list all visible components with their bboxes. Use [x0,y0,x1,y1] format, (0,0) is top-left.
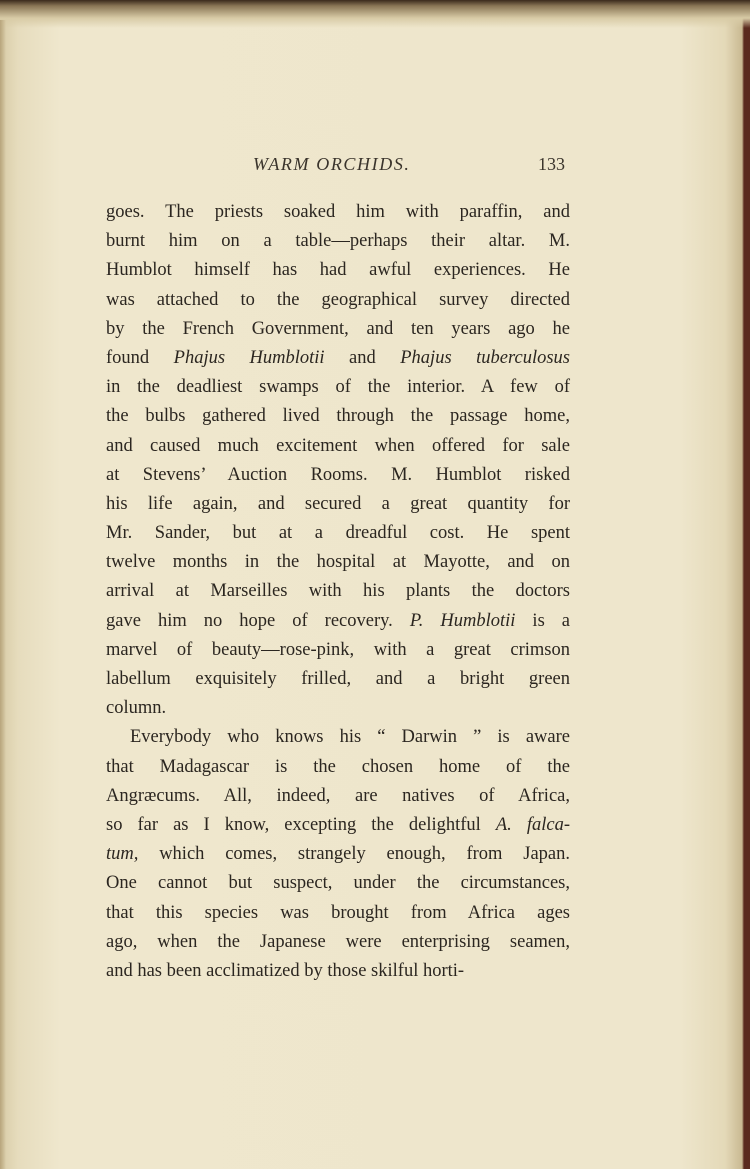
text-line [106,227,570,256]
page-number: 133 [538,154,565,174]
text-run: that Madagascar is the chosen home of the [106,756,570,777]
text-line [106,315,570,344]
text-run: and caused much excitement when offered for sale [106,435,570,456]
text-line [106,811,570,840]
text-run: Mr. Sander, but at a dreadful cost. He spent [106,523,570,544]
text-run: in the deadliest swamps of the interior. A few of [106,377,570,398]
text-run: is a [515,610,570,631]
text-line [106,256,570,285]
paragraph [106,723,570,986]
text-line [106,636,570,665]
text-run: labellum exquisitely frilled, and a bright green [106,669,570,689]
paragraph [106,198,570,723]
text-run: ago, when the Japanese were enterprising seamen, [106,931,570,952]
running-head: WARM ORCHIDS. [253,154,411,174]
text-run: which comes, strangely enough, from Japan. [138,844,570,865]
text-line [106,957,570,986]
text-run: so far as I know, excepting the delightful [106,814,496,835]
text-run: gave him no hope of recovery. [106,610,410,631]
text-line [106,607,570,636]
text-run: burnt him on a table—perhaps their altar. M. [106,231,570,252]
text-line [106,753,570,782]
text-line [106,286,570,315]
page-gutter-edge [0,20,6,1169]
text-run: Everybody who knows his “ Darwin ” is aware [130,727,570,748]
text-run: column. [106,698,167,719]
text-line [106,899,570,928]
text-line [106,402,570,431]
text-run: was attached to the geographical survey directed [106,289,570,310]
text-run: the bulbs gathered lived through the passage home, [106,406,570,427]
text-line [106,461,570,490]
text-line [106,432,570,461]
text-line [106,198,570,227]
text-run: goes. The priests soaked him with paraffin, and [106,202,570,222]
text-run: by the French Government, and ten years ago he [106,318,570,339]
text-line [106,490,570,519]
text-line [106,723,570,752]
text-run: his life again, and secured a great quantity for [106,493,570,514]
page-top-shadow [0,0,750,28]
text-line [106,869,570,898]
text-run: Humblot himself has had awful experiences. He [106,260,570,281]
italic-text: Phajus Humblotii [173,347,325,368]
body-text [106,198,570,986]
italic-text: P. Humblotii [409,610,516,631]
text-run: and [324,347,401,368]
text-run: at Stevens’ Auction Rooms. M. Humblot risked [106,464,570,485]
text-run: Angræcums. All, indeed, are natives of Africa, [106,785,570,806]
text-line [106,665,570,694]
text-run: that this species was brought from Africa ages [106,902,570,923]
text-line [106,577,570,606]
italic-text: Phajus tuberculosus [400,347,570,368]
text-run: arrival at Marseilles with his plants the doctors [106,581,570,602]
text-line [106,373,570,402]
text-line [106,782,570,811]
text-run: One cannot but suspect, under the circumstances, [106,873,570,894]
text-line [106,694,570,723]
text-line [106,928,570,957]
text-run: and has been acclimatized by those skilful horti- [106,960,465,981]
text-line [106,344,570,373]
text-line [106,519,570,548]
italic-text: A. falca- [495,814,570,835]
text-line [106,548,570,577]
italic-text: tum, [106,844,139,865]
page-header [0,154,750,184]
text-line [106,840,570,869]
text-run: twelve months in the hospital at Mayotte, and on [106,552,570,573]
text-run: marvel of beauty—rose-pink, with a great crimson [106,639,570,660]
text-run: found [106,347,174,368]
